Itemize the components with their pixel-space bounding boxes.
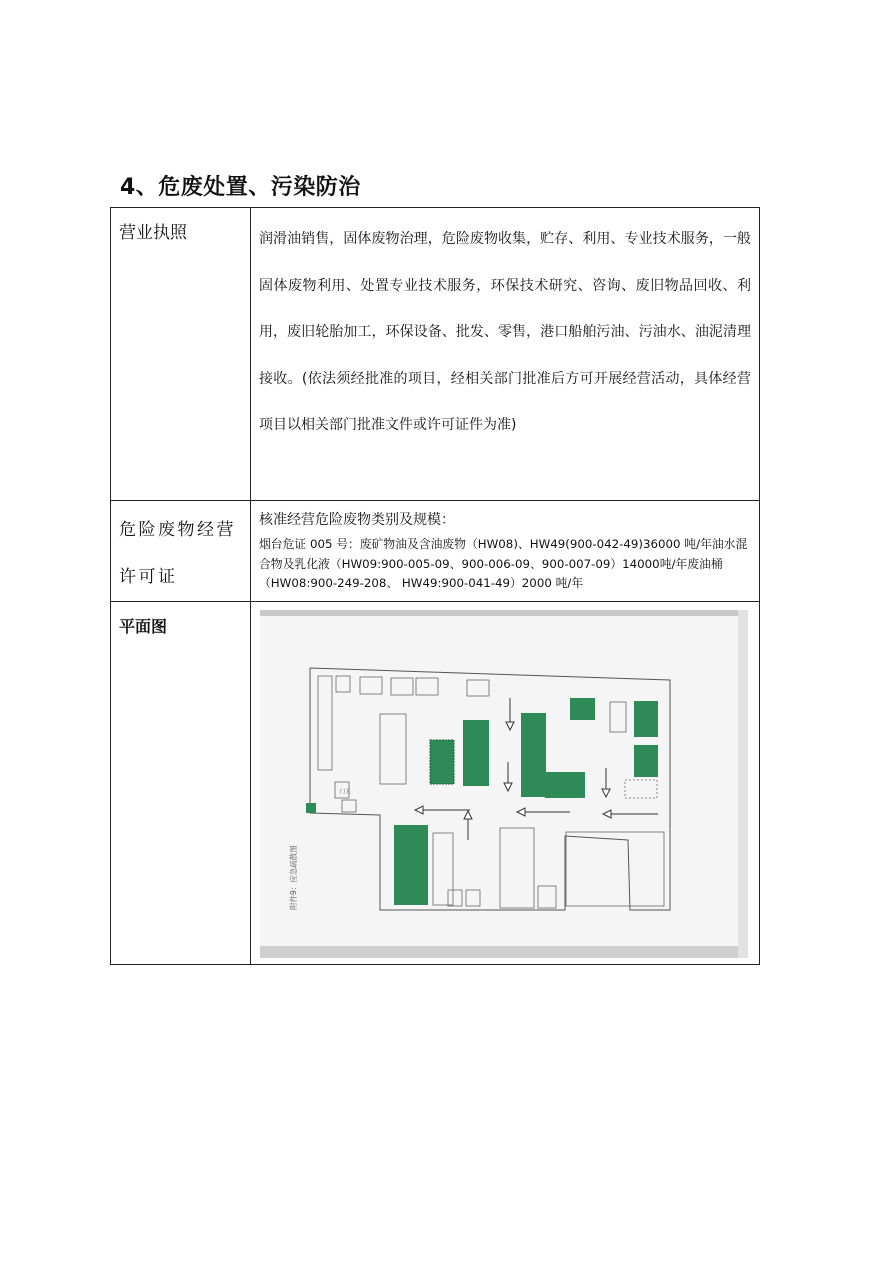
value-cell bbox=[251, 208, 760, 501]
permit-content bbox=[251, 501, 759, 600]
floor-plan-caption: 附件9：应急疏散图 bbox=[289, 845, 298, 910]
hazardous-permit-label: 危险废物经营许可证 bbox=[119, 520, 236, 587]
gate-label: 门卫 bbox=[340, 789, 351, 795]
floor-plan-image bbox=[260, 610, 748, 958]
label-cell bbox=[111, 208, 251, 501]
value-cell bbox=[251, 602, 760, 965]
floor-plan-drawing bbox=[260, 610, 748, 958]
floor-plan-label: 平面图 bbox=[119, 617, 168, 636]
zone-green bbox=[430, 740, 454, 784]
table-row-business-license bbox=[111, 208, 760, 501]
section-heading: 4、危废处置、污染防治 bbox=[120, 175, 361, 200]
info-table bbox=[110, 207, 760, 965]
permit-body: 烟台危证 005 号：废矿物油及含油废物（HW08)、HW49(900-042-49)36000 吨/年油水混合物及乳化液（HW09:900-005-09、900-006-09、900-007-09）14000吨/年废油桶（HW08:900-249-208、 HW49:900-041-49）2000 吨/年 bbox=[259, 537, 748, 590]
business-license-label: 营业执照 bbox=[119, 223, 187, 243]
label-cell bbox=[111, 501, 251, 602]
value-cell bbox=[251, 501, 760, 602]
table-row-hazardous-permit bbox=[111, 501, 760, 602]
business-scope-text: 润滑油销售，固体废物治理，危险废物收集，贮存、利用、专业技术服务，一般固体废物利用、处置专业技术服务，环保技术研究、咨询、废旧物品回收、利用，废旧轮胎加工，环保设备、批发、零售，港口船舶污油、污油水、油泥清理接收。(依法须经批准的项目，经相关部门批准后方可开展经营活动，具体经营项目以相关部门批准文件或许可证件为准) bbox=[259, 231, 751, 433]
permit-title: 核准经营危险废物类别及规模： bbox=[259, 512, 455, 528]
label-cell bbox=[111, 602, 251, 965]
table-row-floor-plan bbox=[111, 602, 760, 965]
